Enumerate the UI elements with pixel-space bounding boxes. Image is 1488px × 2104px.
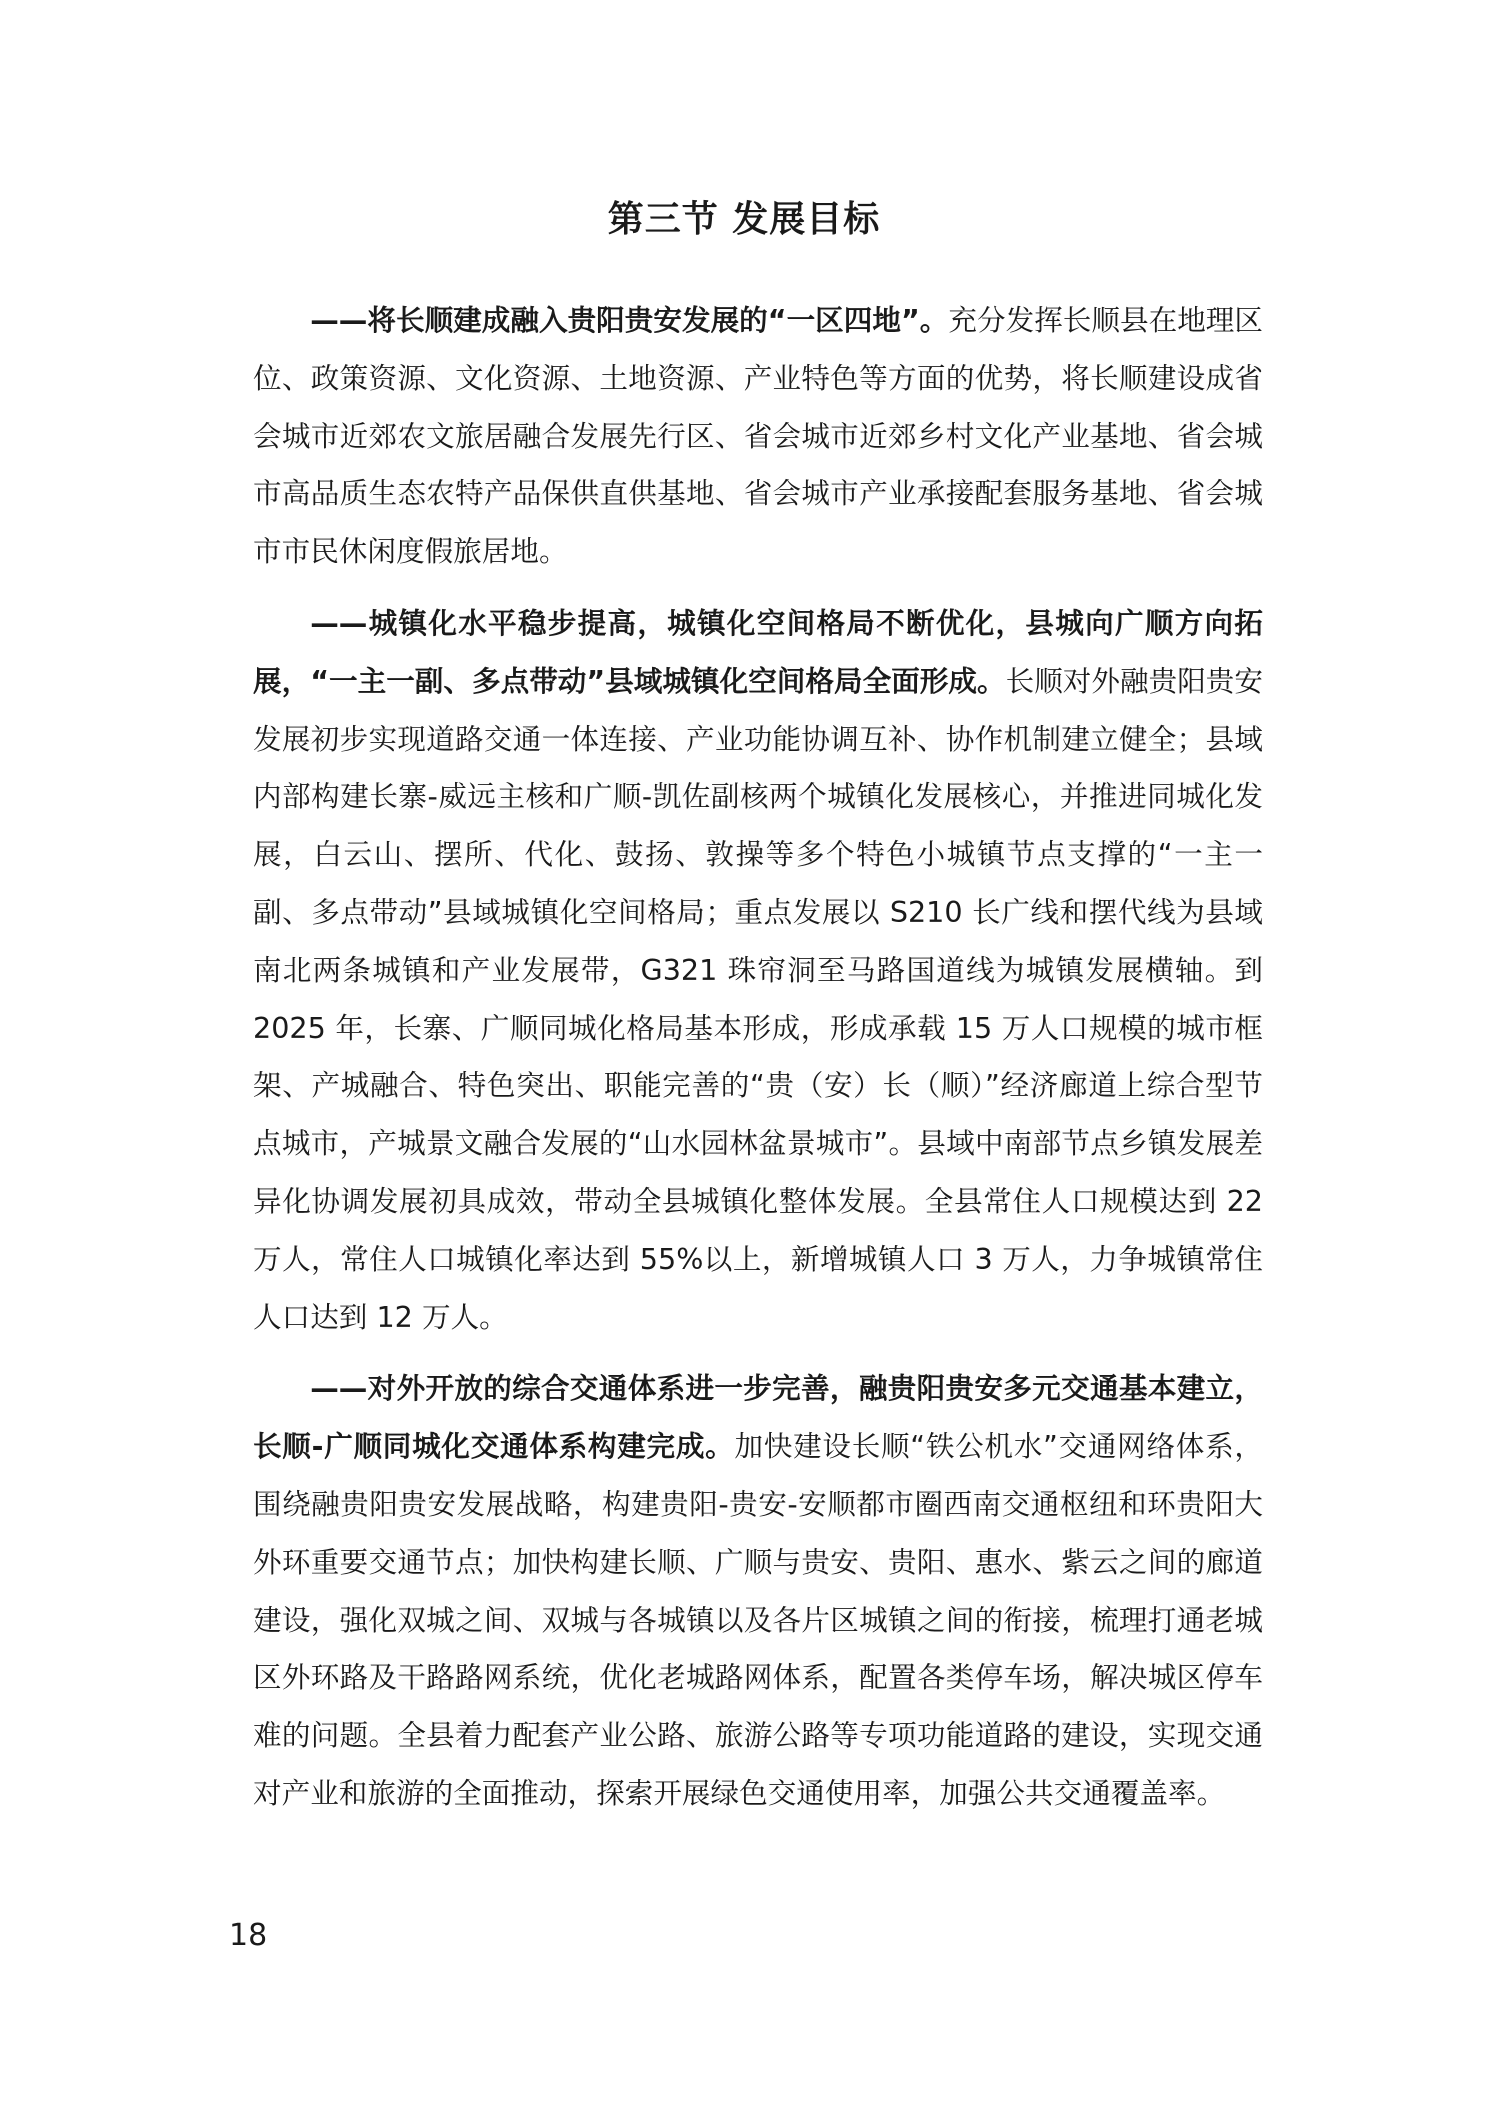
paragraph-urbanization	[253, 595, 1263, 1346]
section-title: 第三节 发展目标	[607, 199, 881, 240]
paragraph-body: 充分发挥长顺县在地理区位、政策资源、文化资源、土地资源、产业特色等方面的优势，将长顺建设成省会城市近郊农文旅居融合发展先行区、省会城市近郊乡村文化产业基地、省会城市高品质生态农特产品保供直供基地、省会城市产业承接配套服务基地、省会城市市民休闲度假旅居地。	[253, 303, 1263, 569]
paragraph-transport	[253, 1360, 1263, 1822]
paragraph-lead: ——对外开放的综合交通体系进一步完善，融贵阳贵安多元交通基本建立，长顺-广顺同城化交通体系构建完成。	[253, 1371, 1263, 1464]
page-number: 18	[229, 1918, 268, 1953]
paragraph-body: 长顺对外融贵阳贵安发展初步实现道路交通一体连接、产业功能协调互补、协作机制建立健全；县域内部构建长寨-威远主核和广顺-凯佐副核两个城镇化发展核心，并推进同城化发展，白云山、摆所、代化、鼓扬、敦操等多个特色小城镇节点支撑的“一主一副、多点带动”县域城镇化空间格局；重点发展以 S210 长广线和摆代线为县域南北两条城镇和产业发展带，G321 珠帘洞至马路国道线为城镇发展横轴。到 2025 年，长寨、广顺同城化格局基本形成，形成承载 15 万人口规模的城市框架、产城融合、特色突出、职能完善的“贵（安）长（顺）”经济廊道上综合型节点城市，产城景文融合发展的“山水园林盆景城市”。县域中南部节点乡镇发展差异化协调发展初具成效，带动全县城镇化整体发展。全县常住人口规模达到 22 万人，常住人口城镇化率达到 55%以上，新增城镇人口 3 万人，力争城镇常住人口达到 12 万人。	[253, 663, 1263, 1334]
paragraph-urban-positioning	[253, 292, 1263, 581]
paragraph-lead: ——城镇化水平稳步提高，城镇化空间格局不断优化，县城向广顺方向拓展，“一主一副、多点带动”县域城镇化空间格局全面形成。	[253, 605, 1263, 698]
body-text	[253, 292, 1263, 1837]
paragraph-lead: ——将长顺建成融入贵阳贵安发展的“一区四地”。	[310, 303, 949, 337]
paragraph-body: 加快建设长顺“铁公机水”交通网络体系，围绕融贵阳贵安发展战略，构建贵阳-贵安-安顺都市圈西南交通枢纽和环贵阳大外环重要交通节点；加快构建长顺、广顺与贵安、贵阳、惠水、紫云之间的廊道建设，强化双城之间、双城与各城镇以及各片区城镇之间的衔接，梳理打通老城区外环路及干路路网系统，优化老城路网体系，配置各类停车场，解决城区停车难的问题。全县着力配套产业公路、旅游公路等专项功能道路的建设，实现交通对产业和旅游的全面推动，探索开展绿色交通使用率，加强公共交通覆盖率。	[253, 1429, 1263, 1810]
